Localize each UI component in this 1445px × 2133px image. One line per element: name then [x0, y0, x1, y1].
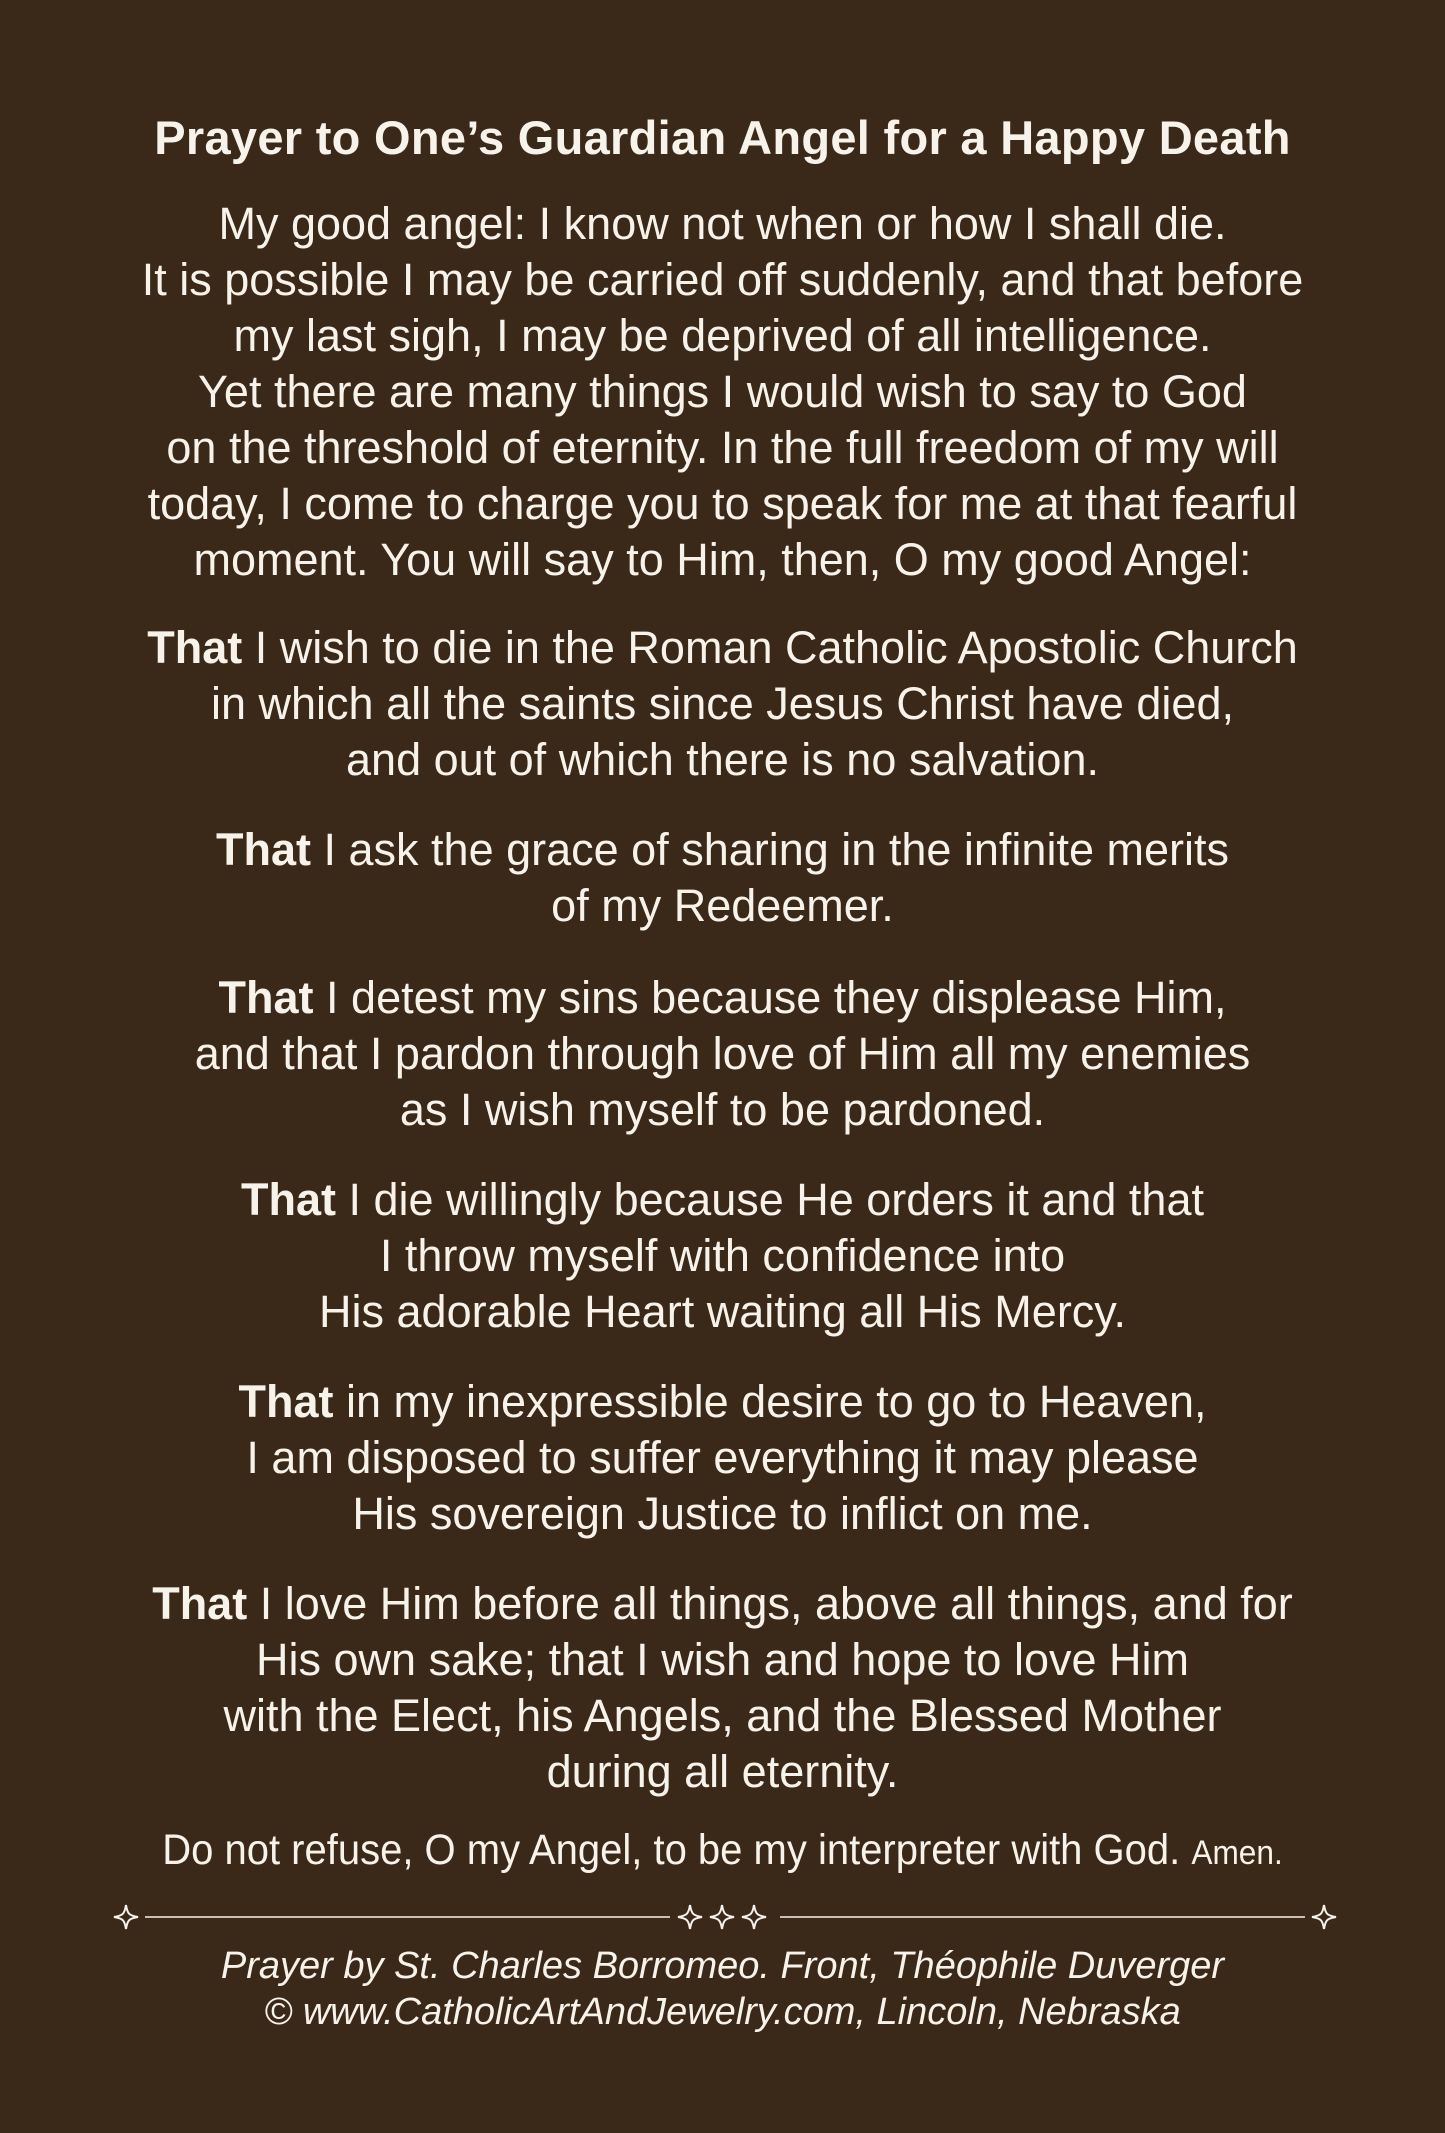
attribution-line: Prayer by St. Charles Borromeo. Front, Théophile Duverger — [220, 1945, 1225, 1987]
petition-line: His adorable Heart waiting all His Mercy. — [319, 1286, 1126, 1337]
petition-text: I wish to die in the Roman Catholic Apostolic Church — [242, 622, 1298, 673]
petition-lead: That — [147, 622, 243, 673]
petition-line — [60, 1576, 1385, 1632]
petition-line: with the Elect, his Angels, and the Blessed Mother — [223, 1690, 1222, 1741]
petition-2 — [60, 822, 1385, 934]
petition-line: of my Redeemer. — [551, 880, 894, 931]
intro-line: on the threshold of eternity. In the full freedom of my will — [166, 422, 1279, 473]
petition-line: as I wish myself to be pardoned. — [399, 1084, 1046, 1135]
petition-text: I ask the grace of sharing in the infinite merits — [311, 824, 1229, 875]
petition-line: in which all the saints since Jesus Christ have died, — [210, 678, 1234, 729]
closing-line — [51, 1822, 1395, 1881]
four-point-star-icon — [742, 1905, 766, 1929]
amen: Amen. — [1191, 1834, 1283, 1872]
petition-line — [60, 970, 1385, 1026]
petition-line: I throw myself with confidence into — [379, 1230, 1066, 1281]
intro-line: My good angel: I know not when or how I shall die. — [218, 198, 1227, 249]
petition-line: His sovereign Justice to inflict on me. — [352, 1488, 1093, 1539]
four-point-star-icon — [710, 1905, 734, 1929]
intro-line: It is possible I may be carried off suddenly, and that before — [141, 254, 1304, 305]
petition-6 — [60, 1576, 1385, 1800]
four-point-star-icon — [1312, 1905, 1336, 1929]
petition-text: in my inexpressible desire to go to Heaven, — [333, 1376, 1207, 1427]
intro-line: moment. You will say to Him, then, O my good Angel: — [193, 534, 1252, 585]
petition-line: I am disposed to suffer everything it may please — [246, 1432, 1199, 1483]
petition-line: and out of which there is no salvation. — [346, 734, 1099, 785]
petition-lead: That — [152, 1578, 248, 1629]
closing-text: Do not refuse, O my Angel, to be my interpreter with God. — [162, 1826, 1181, 1874]
credits — [0, 1943, 1445, 2035]
petition-line — [60, 1172, 1385, 1228]
petition-line — [60, 1374, 1385, 1430]
petition-3 — [60, 970, 1385, 1138]
petition-1 — [60, 620, 1385, 788]
petition-line — [60, 822, 1385, 878]
four-point-star-icon — [114, 1905, 138, 1929]
petition-text: I detest my sins because they displease Him, — [313, 972, 1227, 1023]
intro-line: my last sigh, I may be deprived of all intelligence. — [233, 310, 1212, 361]
petition-line: and that I pardon through love of Him all my enemies — [194, 1028, 1251, 1079]
prayer-title: Prayer to One’s Guardian Angel for a Happy Death — [154, 111, 1291, 164]
petition-text: I love Him before all things, above all things, and for — [247, 1578, 1293, 1629]
petition-lead: That — [241, 1174, 337, 1225]
ornamental-divider — [110, 1897, 1340, 1937]
copyright-line: © www.CatholicArtAndJewelry.com, Lincoln, Nebraska — [264, 1991, 1181, 2033]
petition-lead: That — [218, 972, 314, 1023]
intro-line: today, I come to charge you to speak for me at that fearful — [147, 478, 1298, 529]
petition-line — [60, 620, 1385, 676]
divider-graphic — [110, 1897, 1340, 1937]
petition-4 — [60, 1172, 1385, 1340]
petition-5 — [60, 1374, 1385, 1542]
petition-lead: That — [216, 824, 312, 875]
petition-line: during all eternity. — [546, 1746, 899, 1797]
four-point-star-icon — [678, 1905, 702, 1929]
intro-line: Yet there are many things I would wish to say to God — [198, 366, 1247, 417]
petition-line: His own sake; that I wish and hope to love Him — [256, 1634, 1189, 1685]
petition-lead: That — [238, 1376, 334, 1427]
petition-text: I die willingly because He orders it and that — [336, 1174, 1204, 1225]
intro-stanza — [60, 196, 1385, 588]
